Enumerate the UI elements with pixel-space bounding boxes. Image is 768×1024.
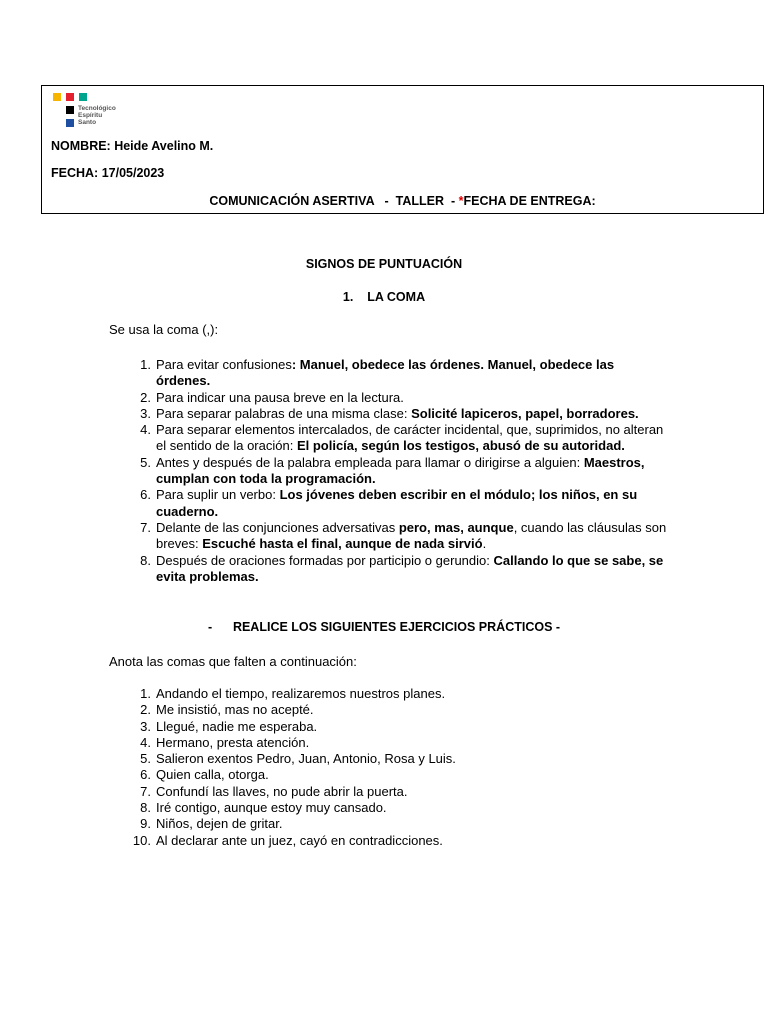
rule-example: Maestros, cumplan con toda la programación. [156,454,645,487]
rule-text: Después de oraciones formadas por participio o gerundio: [156,552,494,568]
logo-square-yellow [53,93,61,101]
list-item [109,767,669,783]
rule-text: Para suplir un verbo: [156,487,280,503]
list-item [109,553,669,586]
date-line: FECHA: 17/05/2023 [51,166,165,180]
logo-square-teal [79,93,87,101]
exercise-text: Confundí las llaves, no pude abrir la puerta. [156,783,408,799]
rules-list [109,357,669,585]
list-item [109,800,669,816]
logo-text-line: Santo [78,119,97,126]
list-number: 2. [140,389,151,405]
list-item [109,719,669,735]
list-item [109,455,669,488]
list-number: 1. [140,357,151,372]
logo-square-red [66,93,74,101]
exercise-text: Al declarar ante un juez, cayó en contradicciones. [156,832,443,848]
exercises-heading: - REALICE LOS SIGUIENTES EJERCICIOS PRÁCTICOS - [207,620,561,634]
rule-text: Antes y después de la palabra empleada para llamar o dirigirse a alguien: [156,454,584,470]
header-box [41,85,764,214]
rule-example: : Manuel, obedece las órdenes. Manuel, obedece las órdenes. [156,357,615,389]
logo-text-line: Tecnológico [78,105,116,112]
exercise-text: Iré contigo, aunque estoy muy cansado. [156,800,387,816]
logo-square-blue [66,119,74,127]
rule-conjunctions: pero, mas, aunque [398,519,514,535]
list-number: 8. [140,800,151,816]
list-item [109,816,669,832]
list-item [109,784,669,800]
list-item [109,702,669,718]
exercises-list [109,686,669,849]
list-number: 5. [140,751,151,767]
list-item [109,422,669,455]
list-item [109,357,669,390]
list-number: 4. [140,422,151,438]
rule-example: Solicité lapiceros, papel, borradores. [411,405,639,421]
exercise-text: Andando el tiempo, realizaremos nuestros planes. [156,686,446,701]
list-number: 2. [140,702,151,718]
due-date-label: FECHA DE ENTREGA: [463,194,596,208]
logo-text-line: Espíritu [78,112,103,119]
logo-square-black [66,106,74,114]
exercise-text: Salieron exentos Pedro, Juan, Antonio, Rosa y Luis. [156,751,456,767]
list-item [109,520,669,553]
list-item [109,390,669,406]
subsection-title [0,290,768,304]
list-number: 7. [140,783,151,799]
course-title-prefix: COMUNICACIÓN ASERTIVA - TALLER - [209,194,459,208]
exercise-text: Me insistió, mas no acepté. [156,702,314,718]
exercise-text: Hermano, presta atención. [156,734,310,750]
rule-text: Para evitar confusiones [156,357,292,372]
list-number: 6. [140,487,151,503]
rule-text: Delante de las conjunciones adversativas [156,519,399,535]
list-item [109,406,669,422]
rule-text: , cuando las cláusulas son breves: [156,519,667,552]
rule-text: Para separar palabras de una misma clase: [156,405,412,421]
list-item [109,487,669,520]
rule-example: Escuché hasta el final, aunque de nada sirvió [202,536,483,552]
list-number: 4. [140,734,151,750]
list-number: 3. [140,405,151,421]
rule-example: Los jóvenes deben escribir en el módulo; los niños, en su cuaderno. [156,487,638,519]
list-number: 7. [140,519,151,535]
list-item [109,751,669,767]
required-asterisk: * [458,194,464,208]
intro-text: Se usa la coma (,): [109,322,219,337]
rule-example: El policía, según los testigos, abusó de su autoridad. [296,438,625,454]
subsection-label: LA COMA [367,290,426,304]
list-item [109,735,669,751]
rule-text: . [482,536,487,552]
list-item [109,686,669,702]
exercise-text: Niños, dejen de gritar. [156,816,283,832]
rule-text: Para indicar una pausa breve en la lectura. [156,389,404,405]
list-number: 3. [140,718,151,734]
institution-logo [53,93,143,131]
exercise-text: Llegué, nadie me esperaba. [156,718,318,734]
list-number: 10. [132,832,151,848]
section-title: SIGNOS DE PUNTUACIÓN [305,257,463,271]
rule-example: Callando lo que se sabe, se evita problemas. [156,552,664,584]
student-name: NOMBRE: Heide Avelino M. [51,139,214,153]
list-number: 6. [140,767,151,783]
list-number: 1. [140,686,151,701]
list-item [109,833,669,849]
list-number: 9. [140,816,151,832]
exercises-intro: Anota las comas que falten a continuación: [109,654,357,669]
logo-text [78,105,116,126]
rule-text: Para separar elementos intercalados, de carácter incidental, que, suprimidos, no alteran el sentido de la oración: [156,422,664,454]
list-number: 5. [140,454,151,470]
exercise-text: Quien calla, otorga. [156,767,269,783]
course-title [42,194,763,208]
list-number: 8. [140,552,151,568]
subsection-number: 1. [342,290,354,304]
